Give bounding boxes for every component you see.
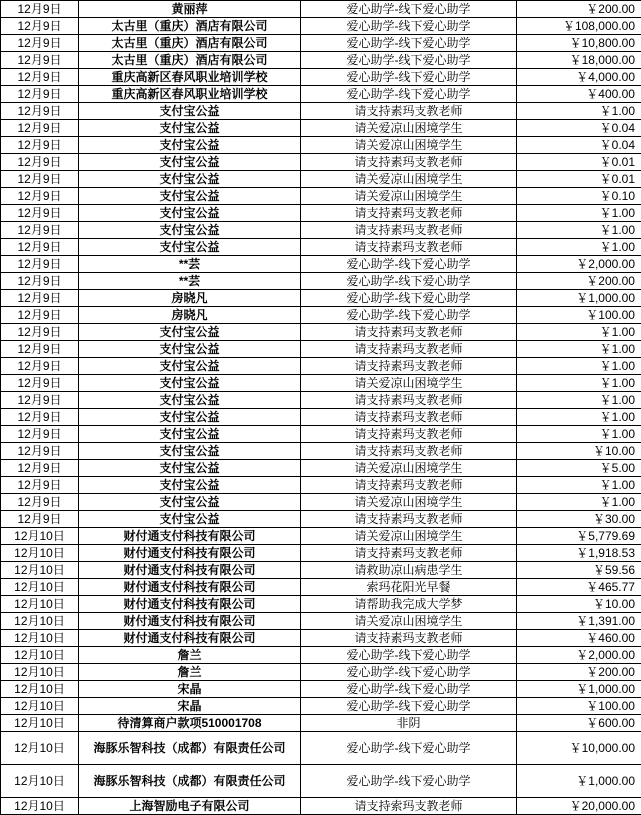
donation-project: 爱心助学-线下爱心助学 [301, 681, 517, 698]
donor-name: 重庆高新区春风职业培训学校 [79, 86, 301, 103]
donation-project: 请关爱凉山困境学生 [301, 460, 517, 477]
donation-amount: ￥0.10 [517, 188, 641, 205]
table-row [1, 698, 641, 715]
donation-project: 爱心助学-线下爱心助学 [301, 1, 517, 18]
donation-amount: ￥0.01 [517, 154, 641, 171]
donation-project: 爱心助学-线下爱心助学 [301, 35, 517, 52]
donation-project: 请关爱凉山困境学生 [301, 120, 517, 137]
donor-name: 待清算商户款项510001708 [79, 715, 301, 732]
donation-amount: ￥1.00 [517, 426, 641, 443]
donation-date: 12月10日 [1, 596, 79, 613]
table-row [1, 35, 641, 52]
donation-date: 12月10日 [1, 579, 79, 596]
donation-amount: ￥400.00 [517, 86, 641, 103]
donation-amount: ￥5.00 [517, 460, 641, 477]
donation-amount: ￥1,000.00 [517, 765, 641, 798]
donation-amount: ￥10.00 [517, 443, 641, 460]
donation-date: 12月9日 [1, 341, 79, 358]
donor-name: 支付宝公益 [79, 239, 301, 256]
donor-name: 支付宝公益 [79, 443, 301, 460]
table-row [1, 239, 641, 256]
donation-table-body [1, 1, 641, 815]
table-row [1, 358, 641, 375]
donation-project: 请支持索玛支教老师 [301, 798, 517, 815]
table-row [1, 171, 641, 188]
donation-project: 爱心助学-线下爱心助学 [301, 52, 517, 69]
donation-amount: ￥1.00 [517, 392, 641, 409]
donation-project: 请帮助我完成大学梦 [301, 596, 517, 613]
donation-amount: ￥1.00 [517, 222, 641, 239]
donation-date: 12月10日 [1, 664, 79, 681]
donor-name: 支付宝公益 [79, 324, 301, 341]
donation-project: 请支持素玛支教老师 [301, 409, 517, 426]
donation-date: 12月9日 [1, 222, 79, 239]
donation-amount: ￥18,000.00 [517, 52, 641, 69]
donor-name: 财付通支付科技有限公司 [79, 630, 301, 647]
donation-amount: ￥1.00 [517, 477, 641, 494]
donor-name: 支付宝公益 [79, 137, 301, 154]
donor-name: 宋晶 [79, 681, 301, 698]
donation-amount: ￥100.00 [517, 698, 641, 715]
table-row [1, 647, 641, 664]
donation-amount: ￥30.00 [517, 511, 641, 528]
donation-amount: ￥1.00 [517, 239, 641, 256]
donation-project: 请支持素玛支教老师 [301, 205, 517, 222]
donation-date: 12月10日 [1, 765, 79, 798]
table-row [1, 630, 641, 647]
donation-project: 爱心助学-线下爱心助学 [301, 732, 517, 765]
donation-project: 请关爱凉山困境学生 [301, 375, 517, 392]
donor-name: 詹兰 [79, 664, 301, 681]
donor-name: 海豚乐智科技（成都）有限责任公司 [79, 765, 301, 798]
donor-name: 太古里（重庆）酒店有限公司 [79, 18, 301, 35]
donation-date: 12月9日 [1, 35, 79, 52]
donation-project: 爱心助学-线下爱心助学 [301, 86, 517, 103]
table-row [1, 732, 641, 765]
donor-name: 支付宝公益 [79, 460, 301, 477]
donor-name: 房晓凡 [79, 307, 301, 324]
donation-amount: ￥200.00 [517, 664, 641, 681]
donation-amount: ￥0.01 [517, 171, 641, 188]
donation-amount: ￥2,000.00 [517, 647, 641, 664]
donation-date: 12月9日 [1, 86, 79, 103]
table-row [1, 443, 641, 460]
table-row [1, 765, 641, 798]
donation-amount: ￥10,800.00 [517, 35, 641, 52]
donor-name: 海豚乐智科技（成都）有限责任公司 [79, 732, 301, 765]
table-row [1, 511, 641, 528]
donor-name: 支付宝公益 [79, 205, 301, 222]
donor-name: 上海智励电子有限公司 [79, 798, 301, 815]
donation-date: 12月9日 [1, 324, 79, 341]
donation-project: 爱心助学-线下爱心助学 [301, 273, 517, 290]
donor-name: 财付通支付科技有限公司 [79, 596, 301, 613]
donation-project: 请支持素玛支教老师 [301, 511, 517, 528]
table-row [1, 664, 641, 681]
table-row [1, 613, 641, 630]
donation-date: 12月9日 [1, 137, 79, 154]
table-row [1, 324, 641, 341]
donation-project: 请支持素玛支教老师 [301, 358, 517, 375]
donor-name: 财付通支付科技有限公司 [79, 579, 301, 596]
table-row [1, 188, 641, 205]
donation-date: 12月9日 [1, 171, 79, 188]
donation-project: 爱心助学-线下爱心助学 [301, 18, 517, 35]
donation-date: 12月10日 [1, 715, 79, 732]
donor-name: 支付宝公益 [79, 409, 301, 426]
donation-date: 12月10日 [1, 698, 79, 715]
donation-date: 12月10日 [1, 681, 79, 698]
table-row [1, 137, 641, 154]
donation-project: 爱心助学-线下爱心助学 [301, 256, 517, 273]
donation-amount: ￥10,000.00 [517, 732, 641, 765]
donation-project: 爱心助学-线下爱心助学 [301, 698, 517, 715]
table-row [1, 715, 641, 732]
donation-date: 12月9日 [1, 120, 79, 137]
donation-project: 请支持素玛支教老师 [301, 392, 517, 409]
donor-name: 太古里（重庆）酒店有限公司 [79, 35, 301, 52]
table-row [1, 52, 641, 69]
donation-amount: ￥0.04 [517, 137, 641, 154]
donor-name: 支付宝公益 [79, 392, 301, 409]
table-row [1, 528, 641, 545]
donation-project: 请支持素玛支教老师 [301, 239, 517, 256]
donor-name: 支付宝公益 [79, 494, 301, 511]
donation-project: 爱心助学-线下爱心助学 [301, 307, 517, 324]
donor-name: 支付宝公益 [79, 426, 301, 443]
donation-date: 12月9日 [1, 443, 79, 460]
table-row [1, 681, 641, 698]
donation-project: 爱心助学-线下爱心助学 [301, 290, 517, 307]
donation-amount: ￥465.77 [517, 579, 641, 596]
donor-name: 重庆高新区春风职业培训学校 [79, 69, 301, 86]
table-row [1, 256, 641, 273]
donor-name: 支付宝公益 [79, 103, 301, 120]
donation-project: 爱心助学-线下爱心助学 [301, 647, 517, 664]
donation-amount: ￥600.00 [517, 715, 641, 732]
donor-name: 支付宝公益 [79, 188, 301, 205]
donation-date: 12月9日 [1, 273, 79, 290]
donation-date: 12月9日 [1, 307, 79, 324]
donation-date: 12月10日 [1, 545, 79, 562]
donation-date: 12月9日 [1, 477, 79, 494]
donation-date: 12月9日 [1, 426, 79, 443]
donor-name: 财付通支付科技有限公司 [79, 545, 301, 562]
donation-date: 12月9日 [1, 239, 79, 256]
donor-name: **芸 [79, 273, 301, 290]
donation-amount: ￥20,000.00 [517, 798, 641, 815]
donation-date: 12月9日 [1, 256, 79, 273]
donation-project: 请支持素玛支教老师 [301, 154, 517, 171]
table-row [1, 375, 641, 392]
donation-amount: ￥1.00 [517, 324, 641, 341]
donor-name: 支付宝公益 [79, 120, 301, 137]
table-row [1, 103, 641, 120]
donation-date: 12月9日 [1, 188, 79, 205]
table-row [1, 798, 641, 815]
donor-name: 支付宝公益 [79, 375, 301, 392]
donation-amount: ￥1.00 [517, 358, 641, 375]
table-row [1, 222, 641, 239]
table-row [1, 120, 641, 137]
donation-amount: ￥0.04 [517, 120, 641, 137]
donor-name: 支付宝公益 [79, 171, 301, 188]
donor-name: 支付宝公益 [79, 341, 301, 358]
donation-date: 12月9日 [1, 511, 79, 528]
donation-amount: ￥59.56 [517, 562, 641, 579]
table-row [1, 290, 641, 307]
donation-project: 请关爱凉山困境学生 [301, 137, 517, 154]
donor-name: 支付宝公益 [79, 222, 301, 239]
donation-date: 12月9日 [1, 290, 79, 307]
donation-amount: ￥108,000.00 [517, 18, 641, 35]
donation-amount: ￥1.00 [517, 205, 641, 222]
table-row [1, 341, 641, 358]
donation-project: 索玛花阳光早餐 [301, 579, 517, 596]
donation-date: 12月9日 [1, 375, 79, 392]
donation-project: 请关爱凉山困境学生 [301, 494, 517, 511]
donation-amount: ￥1.00 [517, 341, 641, 358]
donation-date: 12月9日 [1, 358, 79, 375]
donation-project: 请支持素玛支教老师 [301, 477, 517, 494]
table-row [1, 273, 641, 290]
donation-date: 12月9日 [1, 494, 79, 511]
donor-name: 支付宝公益 [79, 477, 301, 494]
donation-amount: ￥2,000.00 [517, 256, 641, 273]
donation-date: 12月9日 [1, 460, 79, 477]
donation-amount: ￥460.00 [517, 630, 641, 647]
table-row [1, 545, 641, 562]
donation-date: 12月10日 [1, 562, 79, 579]
donation-amount: ￥1.00 [517, 103, 641, 120]
donation-date: 12月9日 [1, 52, 79, 69]
donation-date: 12月10日 [1, 647, 79, 664]
table-row [1, 205, 641, 222]
table-row [1, 596, 641, 613]
donation-project: 请关爱凉山困境学生 [301, 188, 517, 205]
donation-project: 请关爱凉山困境学生 [301, 613, 517, 630]
donation-project: 请支持素玛支教老师 [301, 443, 517, 460]
donation-amount: ￥1.00 [517, 494, 641, 511]
donation-amount: ￥200.00 [517, 1, 641, 18]
donor-name: 房晓凡 [79, 290, 301, 307]
table-row [1, 154, 641, 171]
table-row [1, 562, 641, 579]
table-row [1, 307, 641, 324]
donor-name: 詹兰 [79, 647, 301, 664]
donation-amount: ￥4,000.00 [517, 69, 641, 86]
donor-name: 支付宝公益 [79, 154, 301, 171]
donor-name: 宋晶 [79, 698, 301, 715]
donor-name: 太古里（重庆）酒店有限公司 [79, 52, 301, 69]
table-row [1, 460, 641, 477]
donation-date: 12月9日 [1, 205, 79, 222]
donation-project: 爱心助学-线下爱心助学 [301, 69, 517, 86]
donation-date: 12月9日 [1, 154, 79, 171]
donation-project: 请支持素玛支教老师 [301, 103, 517, 120]
donation-amount: ￥1.00 [517, 375, 641, 392]
donor-name: 财付通支付科技有限公司 [79, 613, 301, 630]
donation-amount: ￥100.00 [517, 307, 641, 324]
donation-date: 12月9日 [1, 1, 79, 18]
donation-project: 爱心助学-线下爱心助学 [301, 765, 517, 798]
table-row [1, 69, 641, 86]
donation-amount: ￥200.00 [517, 273, 641, 290]
donor-name: 财付通支付科技有限公司 [79, 562, 301, 579]
donation-date: 12月10日 [1, 798, 79, 815]
donation-amount: ￥1.00 [517, 409, 641, 426]
table-row [1, 494, 641, 511]
donor-name: 支付宝公益 [79, 511, 301, 528]
donation-project: 请救助凉山病患学生 [301, 562, 517, 579]
table-row [1, 1, 641, 18]
donation-project: 请支持素玛支教老师 [301, 426, 517, 443]
donation-date: 12月10日 [1, 732, 79, 765]
donation-project: 请支持素玛支教老师 [301, 222, 517, 239]
donation-amount: ￥1,000.00 [517, 681, 641, 698]
donor-name: 财付通支付科技有限公司 [79, 528, 301, 545]
donor-name: 黄丽萍 [79, 1, 301, 18]
donor-name: 支付宝公益 [79, 358, 301, 375]
table-row [1, 409, 641, 426]
donation-date: 12月10日 [1, 528, 79, 545]
donation-project: 请支持素玛支教老师 [301, 630, 517, 647]
donation-amount: ￥1,000.00 [517, 290, 641, 307]
donation-project: 爱心助学-线下爱心助学 [301, 664, 517, 681]
table-row [1, 426, 641, 443]
table-row [1, 86, 641, 103]
donation-project: 请支持素玛支教老师 [301, 324, 517, 341]
donation-project: 请关爱凉山困境学生 [301, 171, 517, 188]
donation-date: 12月9日 [1, 69, 79, 86]
donor-name: **芸 [79, 256, 301, 273]
donation-date: 12月10日 [1, 630, 79, 647]
donation-project: 非阴 [301, 715, 517, 732]
donation-date: 12月10日 [1, 613, 79, 630]
donation-date: 12月9日 [1, 18, 79, 35]
donation-date: 12月9日 [1, 103, 79, 120]
donation-amount: ￥10.00 [517, 596, 641, 613]
donation-date: 12月9日 [1, 392, 79, 409]
donation-project: 请关爱凉山困境学生 [301, 528, 517, 545]
table-row [1, 392, 641, 409]
donation-amount: ￥5,779.69 [517, 528, 641, 545]
table-row [1, 477, 641, 494]
table-row [1, 18, 641, 35]
donation-amount: ￥1,918.53 [517, 545, 641, 562]
donation-amount: ￥1,391.00 [517, 613, 641, 630]
donation-date: 12月9日 [1, 409, 79, 426]
donation-project: 请支持素玛支教老师 [301, 545, 517, 562]
table-row [1, 579, 641, 596]
donation-project: 请支持素玛支教老师 [301, 341, 517, 358]
